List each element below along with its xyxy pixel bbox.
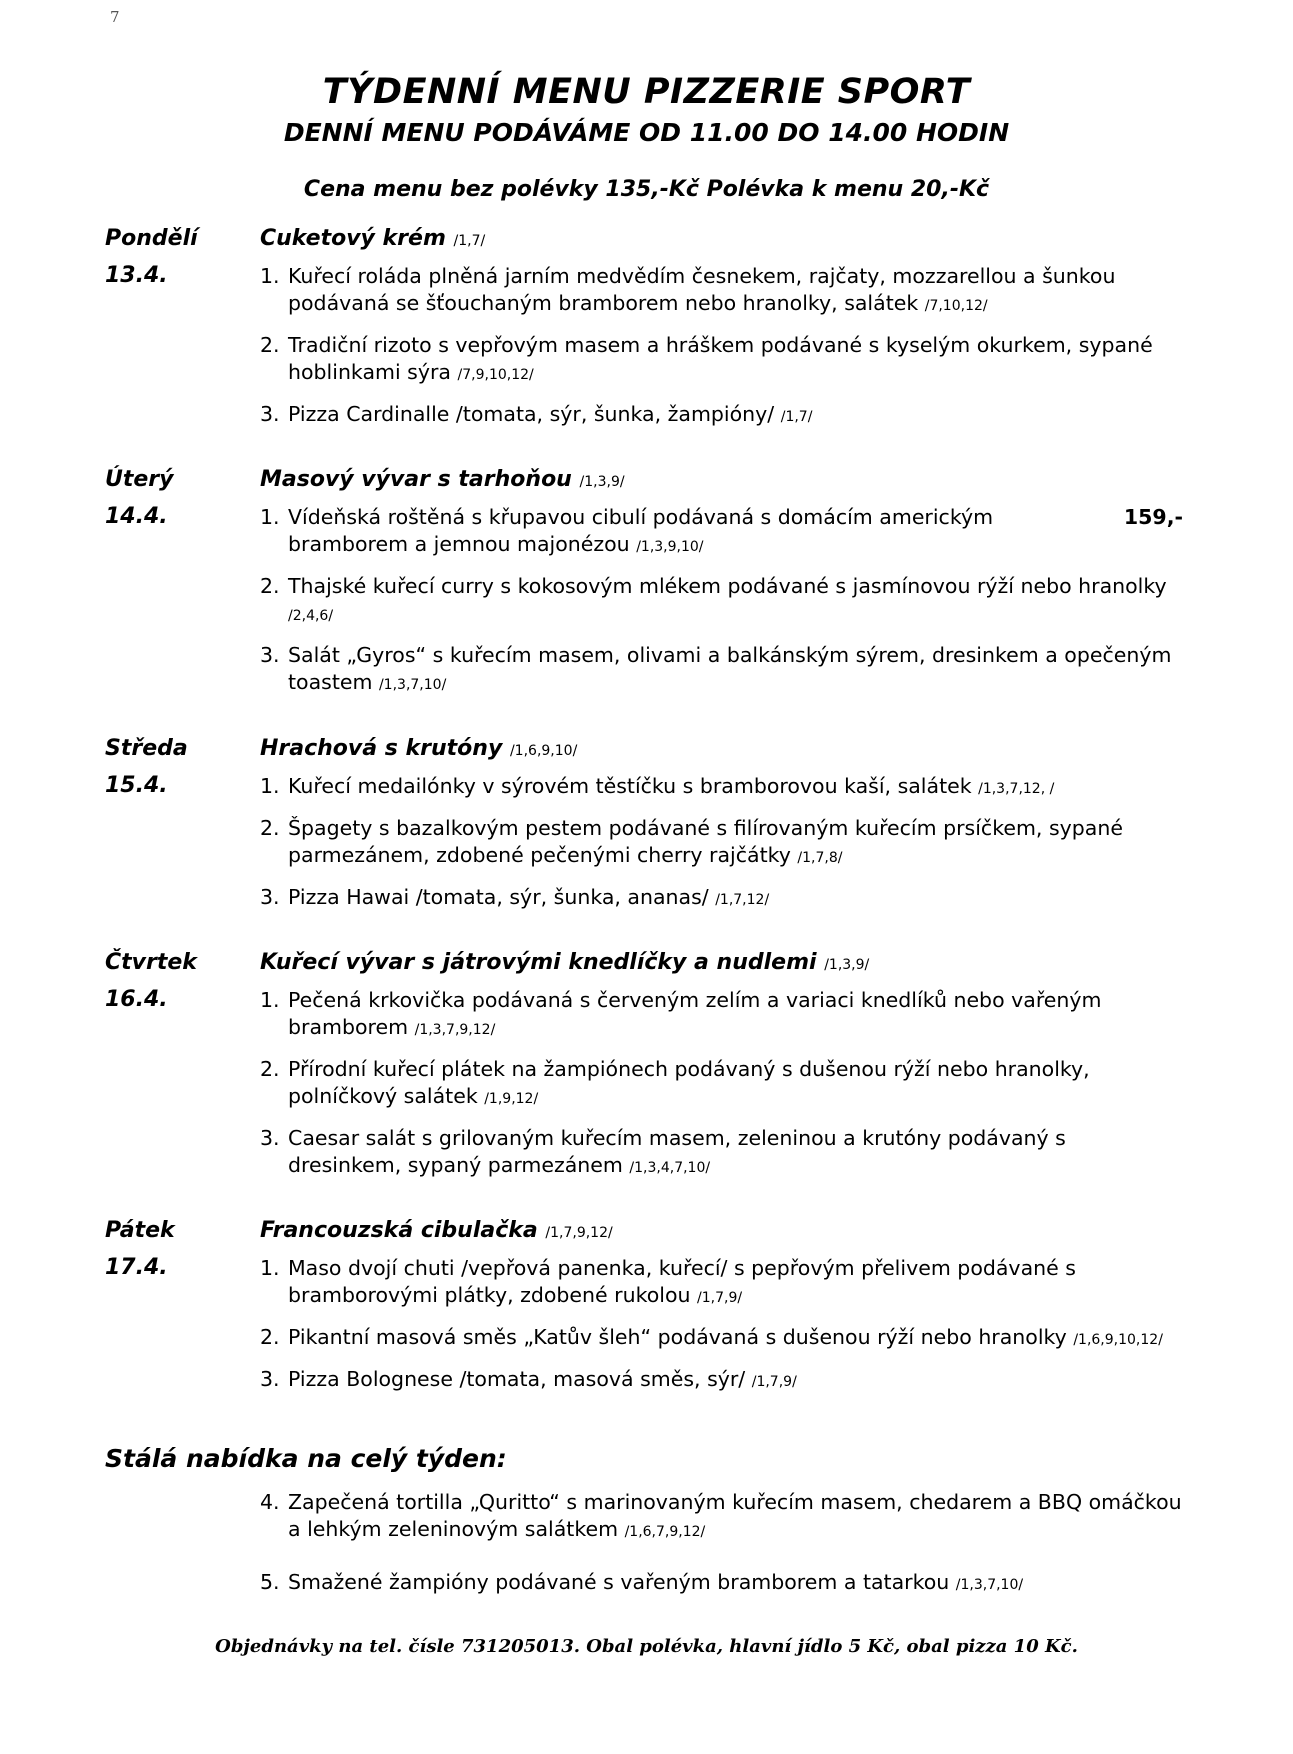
menu-item-description: Pizza Bolognese /tomata, masová směs, sýr/ /1,7,9/ [288, 1367, 797, 1392]
day-block [100, 736, 1193, 926]
menu-item-number: 4. [260, 1490, 280, 1515]
page-number: 7 [110, 8, 120, 26]
menu-item-number: 2. [260, 815, 280, 840]
day-items [260, 1255, 1193, 1408]
day-date: 15.4. [105, 772, 168, 798]
day-items [260, 987, 1193, 1194]
standing-offer-items [260, 1489, 1193, 1596]
menu-item [260, 332, 1183, 386]
menu-item-description: Pizza Hawai /tomata, sýr, šunka, ananas/ /1,7,12/ [288, 884, 770, 909]
menu-item-number: 2. [260, 333, 280, 358]
menu-item-description: Salát „Gyros“ s kuřecím masem, olivami a balkánským sýrem, dresinkem a opečeným toastem /1,3,7,10/ [288, 643, 1172, 695]
menu-item-number: 1. [260, 987, 280, 1012]
allergen-codes: /1,7,9/ [751, 1374, 797, 1391]
menu-item-number: 3. [260, 1367, 280, 1392]
menu-item-number: 1. [260, 264, 280, 288]
allergen-codes: /1,9,12/ [484, 1090, 539, 1107]
menu-item-number: 3. [260, 643, 280, 668]
allergen-codes: /1,3,4,7,10/ [629, 1159, 711, 1176]
menu-item-number: 2. [260, 574, 280, 599]
allergen-codes: /1,3,7,10/ [955, 1577, 1024, 1594]
menu-item [260, 1056, 1183, 1110]
day-name: Pondělí [105, 226, 198, 251]
menu-item-number: 3. [260, 1125, 280, 1150]
menu-item-number: 5. [260, 1570, 280, 1595]
day-header [100, 950, 1193, 975]
menu-item-description: Přírodní kuřecí plátek na žampiónech podávaný s dušenou rýží nebo hranolky, polníčkový salátek /1,9,12/ [288, 1056, 1090, 1108]
menu-item-description: Vídeňská roštěná s křupavou cibulí podávaná s domácím americkým bramborem a jemnou majonézou /1,3,9,10/ [288, 505, 994, 557]
day-body [100, 263, 1193, 443]
allergen-codes: /1,3,7,10/ [378, 677, 447, 694]
menu-item-description: Smažené žampióny podávané s vařeným bramborem a tatarkou /1,3,7,10/ [288, 1570, 1024, 1595]
menu-item [260, 263, 1183, 317]
day-block [100, 1218, 1193, 1408]
page-title: TÝDENNÍ MENU PIZZERIE SPORT [322, 72, 971, 112]
day-items [260, 263, 1193, 443]
menu-item-description: Thajské kuřecí curry s kokosovým mlékem podávané s jasmínovou rýží nebo hranolky /2,4,6/ [288, 574, 1167, 625]
footer-note: Objednávky na tel. čísle 731205013. Obal polévka, hlavní jídlo 5 Kč, obal pizza 10 Kč. [215, 1636, 1078, 1658]
menu-item-number: 2. [260, 1325, 280, 1350]
menu-item-number: 1. [260, 1255, 280, 1280]
soup-name: Cuketový krém /1,7/ [260, 226, 486, 251]
allergen-codes: /1,7,9/ [697, 1290, 743, 1307]
menu-item [260, 504, 1183, 558]
allergen-codes: /1,3,7,9,12/ [414, 1021, 496, 1038]
allergen-codes: /7,10,12/ [924, 298, 988, 315]
menu-item-number: 1. [260, 773, 280, 798]
days-container [100, 226, 1193, 1408]
menu-item-number: 3. [260, 402, 280, 427]
menu-item [260, 1125, 1183, 1179]
menu-item-description: Zapečená tortilla „Quritto“ s marinovaným kuřecím masem, chedarem a BBQ omáčkou a lehkým zeleninovým salátkem /1,6,7,9,12/ [288, 1490, 1182, 1542]
day-date: 13.4. [105, 263, 168, 288]
day-header [100, 1218, 1193, 1243]
day-header [100, 226, 1193, 251]
menu-item-description: Maso dvojí chuti /vepřová panenka, kuřecí/ s pepřovým přelivem podávané s bramborovými plátky, zdobené rukolou /1,7,9/ [288, 1255, 1076, 1308]
day-header [100, 736, 1193, 761]
menu-item-number: 2. [260, 1056, 280, 1081]
day-block [100, 467, 1193, 711]
day-date: 14.4. [105, 504, 168, 530]
allergen-codes: /2,4,6/ [288, 608, 334, 625]
day-name: Čtvrtek [105, 949, 197, 975]
standing-offer-title: Stálá nabídka na celý týden: [105, 1444, 507, 1474]
menu-item-number: 1. [260, 505, 280, 530]
allergen-codes: /1,7,12/ [715, 891, 770, 908]
menu-item-number: 3. [260, 884, 280, 909]
menu-item-description: Kuřecí medailónky v sýrovém těstíčku s bramborovou kaší, salátek /1,3,7,12, / [288, 773, 1055, 798]
menu-item-price: 159,- [1123, 505, 1183, 530]
allergen-codes: /1,6,9,10/ [509, 742, 578, 759]
menu-item [260, 573, 1183, 627]
day-name: Pátek [105, 1217, 175, 1243]
soup-name: Francouzská cibulačka /1,7,9,12/ [260, 1217, 613, 1243]
menu-item-description: Kuřecí roláda plněná jarním medvědím česnekem, rajčaty, mozzarellou a šunkou podávaná se šťouchaným bramborem nebo hranolky, salátek /7,10,12/ [288, 264, 1116, 316]
day-body [100, 1255, 1193, 1408]
menu-item-description: Tradiční rizoto s vepřovým masem a hráškem podávané s kyselým okurkem, sypané hoblinkami sýra /7,9,10,12/ [288, 333, 1153, 385]
allergen-codes: /1,7,9,12/ [545, 1224, 613, 1241]
menu-item-description: Špagety s bazalkovým pestem podávané s filírovaným kuřecím prsíčkem, sypané parmezánem, zdobené pečenými cherry rajčátky /1,7,8/ [288, 815, 1123, 867]
allergen-codes: /1,7,8/ [797, 849, 843, 866]
menu-item-description: Pikantní masová směs „Katův šleh“ podávaná s dušenou rýží nebo hranolky /1,6,9,10,12/ [288, 1325, 1163, 1350]
soup-name: Hrachová s krutóny /1,6,9,10/ [260, 735, 578, 761]
menu-item [260, 884, 1183, 911]
allergen-codes: /1,6,7,9,12/ [624, 1524, 706, 1541]
menu-item-description: Caesar salát s grilovaným kuřecím masem, zeleninou a krutóny podávaný s dresinkem, sypaný parmezánem /1,3,4,7,10/ [288, 1125, 1066, 1177]
allergen-codes: /1,3,9/ [579, 474, 625, 491]
page-subtitle: DENNÍ MENU PODÁVÁME OD 11.00 DO 14.00 HODIN [283, 118, 1010, 147]
allergen-codes: /1,3,7,12, / [978, 780, 1055, 797]
day-items [260, 504, 1193, 711]
soup-name: Kuřecí vývar s játrovými knedlíčky a nudlemi /1,3,9/ [260, 949, 870, 975]
menu-item [260, 1366, 1183, 1393]
allergen-codes: /1,3,9,10/ [636, 539, 704, 556]
day-name: Úterý [105, 467, 174, 493]
menu-item-description: Pizza Cardinalle /tomata, sýr, šunka, žampióny/ /1,7/ [288, 402, 813, 427]
allergen-codes: /7,9,10,12/ [457, 367, 534, 384]
day-items [260, 773, 1193, 926]
menu-item [260, 773, 1183, 800]
allergen-codes: /1,7/ [780, 409, 813, 426]
menu-item [260, 642, 1183, 696]
day-body [100, 987, 1193, 1194]
allergen-codes: /1,7/ [453, 233, 486, 249]
menu-item [260, 1324, 1183, 1351]
menu-item [260, 1489, 1193, 1543]
day-header [100, 467, 1193, 492]
day-date: 16.4. [105, 986, 168, 1012]
menu-item [260, 987, 1183, 1041]
allergen-codes: /1,6,9,10,12/ [1073, 1332, 1163, 1349]
menu-item [260, 401, 1183, 428]
day-block [100, 950, 1193, 1194]
menu-item [260, 1569, 1193, 1596]
soup-name: Masový vývar s tarhoňou /1,3,9/ [260, 467, 625, 493]
menu-item [260, 815, 1183, 869]
menu-item [260, 1255, 1183, 1309]
day-date: 17.4. [105, 1254, 168, 1280]
day-body [100, 773, 1193, 926]
day-block [100, 226, 1193, 443]
menu-item-description: Pečená krkovička podávaná s červeným zelím a variaci knedlíků nebo vařeným bramborem /1,3,7,9,12/ [288, 987, 1102, 1039]
allergen-codes: /1,3,9/ [824, 956, 870, 973]
day-body [100, 504, 1193, 711]
price-line: Cena menu bez polévky 135,-Kč Polévka k menu 20,-Kč [303, 177, 990, 202]
day-name: Středa [105, 735, 188, 761]
